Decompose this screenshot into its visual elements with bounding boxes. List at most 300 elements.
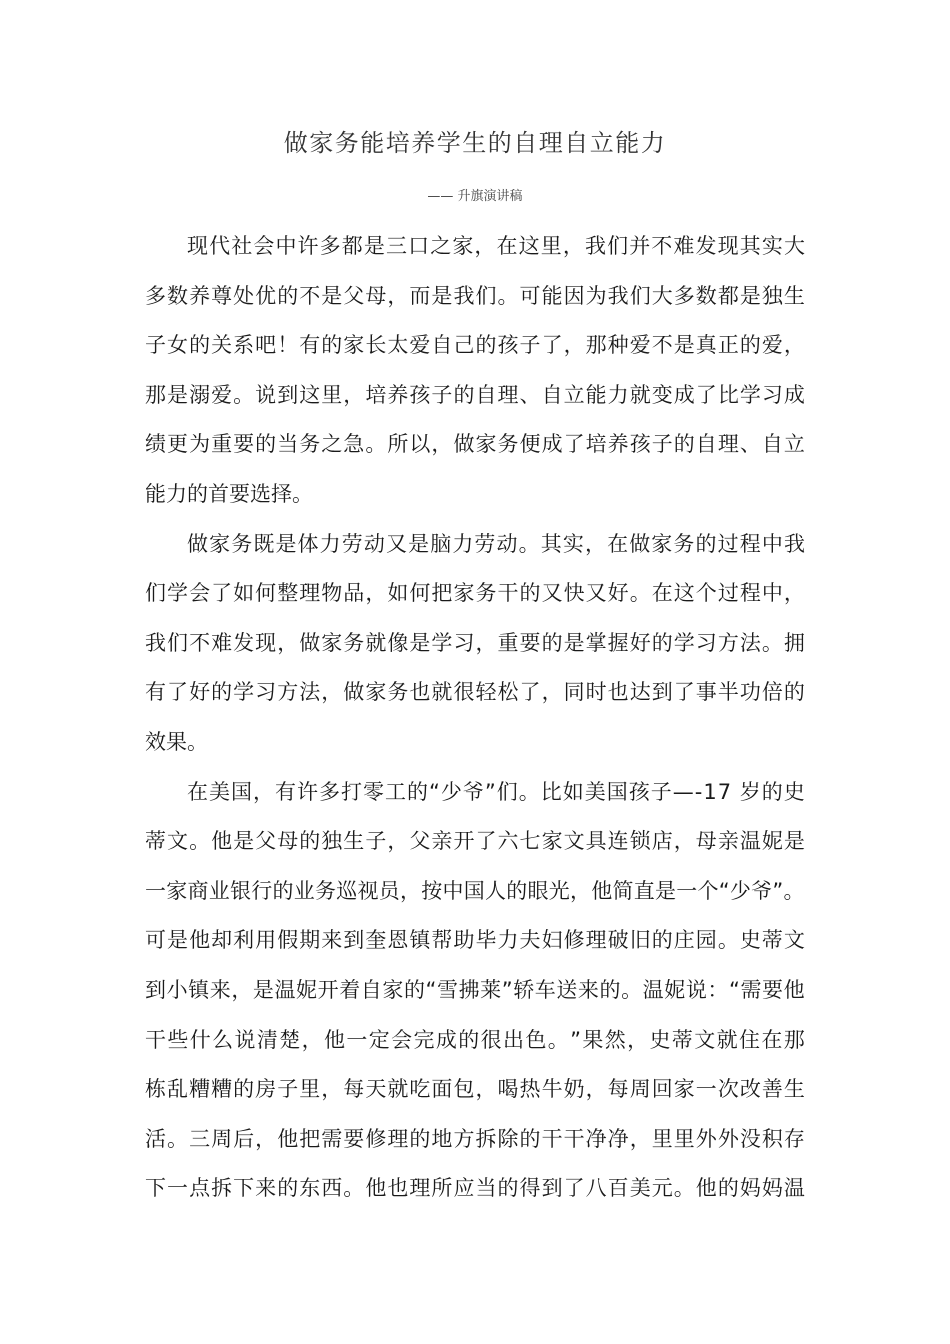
- body-glyph: 到: [541, 1176, 563, 1201]
- body-glyph: 着: [339, 977, 361, 1002]
- body-glyph: 文: [167, 829, 189, 854]
- body-glyph: 像: [387, 630, 409, 655]
- body-line: [145, 1115, 805, 1165]
- body-glyph: 们: [607, 234, 629, 258]
- body-glyph: 又: [585, 581, 607, 606]
- body-glyph: 亲: [717, 829, 739, 854]
- body-glyph: 拆: [475, 1126, 497, 1151]
- body-glyph: 是: [431, 283, 453, 308]
- body-glyph: 关: [211, 333, 233, 358]
- body-glyph: 们: [629, 283, 651, 308]
- body-glyph: 时: [585, 680, 607, 705]
- body-glyph: 百: [607, 1176, 629, 1201]
- body-glyph: 要: [343, 1126, 365, 1151]
- body-glyph: ，: [431, 432, 453, 457]
- body-glyph: ，: [474, 234, 496, 258]
- body-line: [145, 222, 805, 272]
- body-glyph: ”: [501, 977, 513, 1002]
- body-glyph: 拂: [458, 977, 480, 1002]
- body-glyph: 来: [209, 977, 231, 1002]
- body-glyph: 奎: [365, 928, 387, 953]
- body-glyph: 的: [299, 829, 321, 854]
- body-glyph: 轻: [475, 680, 497, 705]
- body-glyph: 的: [277, 283, 299, 308]
- body-glyph: 不: [651, 234, 673, 258]
- body-glyph: 种: [607, 333, 629, 358]
- body-glyph: 。: [761, 630, 783, 655]
- body-glyph: 。: [518, 531, 540, 556]
- body-glyph: 立: [783, 432, 805, 457]
- body-glyph: 很: [480, 1027, 502, 1052]
- body-line: [145, 420, 805, 470]
- body-glyph: 程: [739, 531, 761, 556]
- body-glyph: 的: [475, 333, 497, 358]
- body-glyph: 之: [430, 234, 452, 258]
- body-glyph: 系: [233, 333, 255, 358]
- body-glyph: 妇: [541, 928, 563, 953]
- body-glyph: 数: [695, 283, 717, 308]
- body-glyph: 务: [315, 878, 336, 903]
- body-glyph: 难: [211, 630, 233, 655]
- body-glyph: 家: [365, 680, 387, 705]
- body-glyph: 子: [431, 382, 453, 407]
- body-glyph: 妮: [296, 977, 318, 1002]
- body-glyph: 子: [145, 333, 166, 358]
- body-glyph: 也: [387, 1176, 409, 1201]
- body-glyph: 独: [321, 829, 343, 854]
- body-glyph: 乱: [167, 1077, 189, 1102]
- body-glyph: 存: [783, 1126, 805, 1151]
- body-glyph: 们: [496, 779, 518, 804]
- body-glyph: 在: [496, 234, 518, 258]
- body-glyph: 家: [475, 432, 497, 457]
- body-line: [145, 768, 805, 818]
- body-glyph: 每: [607, 1077, 629, 1102]
- body-glyph: 开: [453, 829, 475, 854]
- body-glyph: 利: [233, 928, 255, 953]
- body-glyph: 都: [717, 283, 739, 308]
- body-glyph: 握: [607, 630, 629, 655]
- body-glyph: 镇: [188, 977, 210, 1002]
- body-glyph: 是: [363, 234, 385, 258]
- body-glyph: 除: [497, 1126, 519, 1151]
- body-glyph: —: [672, 779, 694, 804]
- body-glyph: 母: [365, 283, 387, 308]
- body-glyph: 事: [695, 680, 717, 705]
- body-glyph: 了: [475, 829, 497, 854]
- body-glyph: 的: [519, 581, 541, 606]
- body-glyph: 说: [685, 977, 707, 1002]
- body-glyph: ，: [343, 382, 365, 407]
- body-glyph: “: [429, 779, 440, 804]
- body-glyph: ，: [562, 234, 584, 258]
- body-glyph: 多: [145, 283, 166, 308]
- body-glyph: 业: [293, 878, 315, 903]
- document-body: [145, 222, 805, 1214]
- body-glyph: 到: [145, 977, 166, 1002]
- body-glyph: 温: [274, 977, 296, 1002]
- body-line: [145, 1065, 805, 1115]
- body-glyph: 劳: [341, 531, 363, 556]
- body-glyph: 务: [299, 432, 321, 457]
- body-glyph: 父: [409, 829, 431, 854]
- body-glyph: 学: [233, 680, 255, 705]
- body-glyph: 务: [231, 531, 253, 556]
- body-glyph: “: [425, 977, 437, 1002]
- body-glyph: 成: [783, 382, 805, 407]
- body-glyph: 可: [519, 283, 541, 308]
- body-glyph: 子: [365, 829, 387, 854]
- body-glyph: 爱: [629, 333, 651, 358]
- body-glyph: 奶: [563, 1077, 585, 1102]
- body-glyph: 零: [363, 779, 384, 804]
- body-glyph: 里: [651, 1126, 673, 1151]
- body-glyph: 修: [365, 1126, 387, 1151]
- body-glyph: 重: [211, 432, 233, 457]
- body-glyph: 在: [607, 531, 629, 556]
- body-glyph: 溺: [189, 382, 211, 407]
- body-glyph: 家: [209, 531, 231, 556]
- body-glyph: 过: [717, 581, 739, 606]
- body-glyph: 既: [253, 531, 275, 556]
- body-glyph: 务: [673, 531, 695, 556]
- body-glyph: ，: [563, 333, 585, 358]
- body-glyph: 父: [343, 283, 365, 308]
- body-line: [145, 520, 805, 570]
- body-glyph: 连: [607, 829, 629, 854]
- body-glyph: 家: [343, 333, 365, 358]
- body-glyph: 便: [519, 432, 541, 457]
- body-glyph: ，: [475, 630, 497, 655]
- body-glyph: 业: [208, 878, 230, 903]
- body-glyph: 一: [346, 1027, 368, 1052]
- body-glyph: 的: [739, 333, 761, 358]
- body-glyph: 不: [651, 333, 673, 358]
- body-glyph: 光: [548, 878, 570, 903]
- body-glyph: 就: [431, 680, 453, 705]
- body-glyph: 母: [277, 829, 299, 854]
- body-glyph: -: [694, 779, 703, 804]
- body-glyph: 是: [655, 878, 676, 903]
- body-glyph: 吧: [255, 333, 277, 358]
- body-glyph: 何: [409, 581, 431, 606]
- body-glyph: 力: [607, 382, 629, 407]
- body-glyph: 达: [629, 680, 651, 705]
- body-glyph: 会: [253, 234, 275, 258]
- body-glyph: 在: [651, 581, 673, 606]
- body-glyph: 家: [452, 234, 474, 258]
- body-glyph: 太: [387, 333, 409, 358]
- body-glyph: ，: [387, 829, 409, 854]
- body-glyph: 国: [463, 878, 485, 903]
- body-glyph: 蒂: [145, 829, 166, 854]
- body-glyph: 个: [695, 581, 717, 606]
- body-glyph: 外: [695, 1126, 717, 1151]
- body-glyph: 比: [540, 779, 562, 804]
- body-glyph: 重: [497, 630, 519, 655]
- body-glyph: 七: [519, 829, 541, 854]
- body-glyph: 为: [189, 432, 211, 457]
- body-glyph: 做: [343, 680, 365, 705]
- body-glyph: 没: [739, 1126, 761, 1151]
- body-glyph: 到: [343, 928, 365, 953]
- body-glyph: 夫: [519, 928, 541, 953]
- body-glyph: 了: [519, 680, 541, 705]
- body-glyph: 所: [387, 432, 409, 457]
- body-glyph: 帮: [431, 928, 453, 953]
- body-glyph: 发: [233, 630, 255, 655]
- body-glyph: 成: [435, 1027, 457, 1052]
- body-glyph: 的: [761, 779, 783, 804]
- body-glyph: 所: [431, 1176, 453, 1201]
- body-glyph: 糟: [189, 1077, 211, 1102]
- body-glyph: 变: [651, 382, 673, 407]
- body-glyph: 子: [519, 333, 541, 358]
- body-glyph: 个: [697, 878, 719, 903]
- body-glyph: 家: [166, 878, 188, 903]
- body-glyph: 的: [506, 878, 528, 903]
- body-glyph: 的: [541, 630, 563, 655]
- body-glyph: 的: [233, 1077, 255, 1102]
- body-glyph: 果: [582, 1027, 604, 1052]
- body-glyph: 恩: [387, 928, 409, 953]
- body-glyph: 就: [716, 1027, 738, 1052]
- body-glyph: 独: [761, 283, 783, 308]
- body-glyph: 银: [230, 878, 251, 903]
- body-glyph: 送: [556, 977, 578, 1002]
- body-glyph: 清: [256, 1027, 278, 1052]
- body-glyph: 糟: [211, 1077, 233, 1102]
- body-glyph: 雪: [436, 977, 458, 1002]
- body-glyph: 尊: [211, 283, 233, 308]
- body-glyph: 。: [343, 1176, 365, 1201]
- body-glyph: 们: [475, 283, 497, 308]
- body-glyph: 国: [606, 779, 628, 804]
- body-glyph: 美: [209, 779, 230, 804]
- body-glyph: 家: [673, 1077, 695, 1102]
- body-glyph: ，: [783, 333, 805, 358]
- body-glyph: 是: [739, 283, 761, 308]
- body-glyph: 子: [651, 432, 673, 457]
- body-glyph: 回: [651, 1077, 673, 1102]
- body-glyph: 西: [321, 1176, 343, 1201]
- body-glyph: 实: [562, 531, 584, 556]
- body-glyph: 法: [299, 680, 321, 705]
- body-glyph: 力: [319, 531, 341, 556]
- body-glyph: 大: [651, 283, 673, 308]
- body-glyph: 是: [408, 531, 430, 556]
- body-glyph: 巡: [336, 878, 358, 903]
- body-glyph: 出: [503, 1027, 524, 1052]
- body-glyph: 以: [409, 432, 431, 457]
- body-glyph: 商: [187, 878, 209, 903]
- body-glyph: 的: [211, 680, 233, 705]
- body-glyph: 的: [403, 977, 425, 1002]
- body-glyph: 的: [458, 1027, 480, 1052]
- body-line: [145, 371, 805, 421]
- body-glyph: 包: [453, 1077, 475, 1102]
- body-glyph: 不: [189, 630, 211, 655]
- body-glyph: 成: [541, 432, 563, 457]
- body-glyph: 应: [453, 1176, 475, 1201]
- body-glyph: 母: [695, 829, 717, 854]
- body-glyph: 店: [651, 829, 673, 854]
- body-glyph: 中: [442, 878, 464, 903]
- body-glyph: 们: [167, 630, 189, 655]
- body-glyph: 我: [145, 630, 166, 655]
- body-glyph: 松: [497, 680, 519, 705]
- body-glyph: 孩: [497, 333, 519, 358]
- body-glyph: 。: [497, 283, 519, 308]
- body-line: [145, 966, 805, 1016]
- body-glyph: 庄: [673, 928, 695, 953]
- body-glyph: 处: [233, 283, 255, 308]
- body-glyph: 快: [563, 581, 585, 606]
- body-glyph: 破: [607, 928, 629, 953]
- body-glyph: 的: [189, 333, 211, 358]
- body-glyph: 方: [453, 1126, 475, 1151]
- body-glyph: 比: [717, 382, 739, 407]
- body-glyph: 拥: [783, 630, 805, 655]
- body-glyph: 住: [739, 1027, 761, 1052]
- body-glyph: 中: [761, 581, 783, 606]
- body-glyph: 学: [431, 630, 453, 655]
- body-glyph: 理: [387, 1126, 409, 1151]
- body-glyph: 史: [783, 779, 805, 804]
- body-glyph: 生: [783, 283, 805, 308]
- body-glyph: 蒂: [671, 1027, 693, 1052]
- body-glyph: 把: [431, 581, 453, 606]
- body-glyph: 人: [485, 878, 506, 903]
- body-glyph: 就: [365, 630, 387, 655]
- body-glyph: 理: [497, 382, 519, 407]
- body-glyph: “: [728, 977, 740, 1002]
- body-glyph: 三: [385, 234, 407, 258]
- body-glyph: 父: [255, 829, 277, 854]
- body-glyph: 期: [299, 928, 321, 953]
- body-glyph: 就: [629, 382, 651, 407]
- body-glyph: 在: [187, 779, 208, 804]
- body-glyph: 又: [541, 581, 563, 606]
- body-glyph: ，: [365, 581, 387, 606]
- body-glyph: 不: [299, 283, 321, 308]
- body-glyph: 助: [453, 928, 475, 953]
- body-glyph: 自: [695, 432, 717, 457]
- body-glyph: 把: [299, 1126, 321, 1151]
- body-glyph: 这: [299, 382, 321, 407]
- body-glyph: 很: [453, 680, 475, 705]
- body-glyph: 下: [145, 1176, 166, 1201]
- body-glyph: 的: [497, 1176, 519, 1201]
- body-glyph: 文: [563, 829, 585, 854]
- body-glyph: 理: [299, 581, 321, 606]
- body-glyph: 的: [651, 630, 673, 655]
- body-glyph: 自: [431, 333, 453, 358]
- body-glyph: 家: [382, 977, 404, 1002]
- body-glyph: 毕: [475, 928, 497, 953]
- body-glyph: 体: [297, 531, 319, 556]
- body-glyph: 热: [519, 1077, 541, 1102]
- body-glyph: 积: [761, 1126, 783, 1151]
- body-glyph: 了: [167, 680, 189, 705]
- body-glyph: 倍: [761, 680, 783, 705]
- body-glyph: 开: [317, 977, 339, 1002]
- body-glyph: 爷: [462, 779, 484, 804]
- body-glyph: 周: [211, 1126, 233, 1151]
- body-glyph: 是: [409, 630, 431, 655]
- body-glyph: 能: [541, 283, 563, 308]
- body-glyph: 学: [673, 630, 695, 655]
- body-glyph: 的: [783, 680, 805, 705]
- body-glyph: 史: [739, 928, 761, 953]
- body-glyph: 善: [761, 1077, 783, 1102]
- body-glyph: 孩: [628, 779, 650, 804]
- body-glyph: 园: [695, 928, 717, 953]
- body-glyph: 多: [319, 234, 341, 258]
- body-glyph: ：: [707, 977, 729, 1002]
- body-glyph: 地: [431, 1126, 453, 1151]
- body-glyph: 的: [695, 531, 717, 556]
- body-glyph: 干: [541, 1126, 563, 1151]
- body-glyph: 、: [739, 432, 761, 457]
- body-glyph: 绩: [145, 432, 166, 457]
- body-glyph: 周: [629, 1077, 651, 1102]
- body-glyph: 轿: [513, 977, 535, 1002]
- body-glyph: 养: [607, 432, 629, 457]
- body-glyph: 们: [145, 581, 166, 606]
- body-glyph: 房: [255, 1077, 277, 1102]
- body-glyph: ，: [541, 680, 563, 705]
- body-glyph: 也: [607, 680, 629, 705]
- body-glyph: 更: [167, 432, 189, 457]
- body-glyph: 蒂: [761, 928, 783, 953]
- body-glyph: 说: [255, 382, 277, 407]
- body-glyph: 是: [321, 283, 343, 308]
- body-glyph: 工: [385, 779, 406, 804]
- body-glyph: 务: [387, 680, 409, 705]
- body-glyph: 员: [378, 878, 400, 903]
- body-glyph: 。: [167, 1126, 189, 1151]
- body-glyph: 如: [233, 581, 255, 606]
- body-glyph: 爱: [761, 333, 783, 358]
- body-glyph: ”: [570, 1027, 582, 1052]
- body-glyph: 口: [408, 234, 430, 258]
- body-glyph: 了: [695, 382, 717, 407]
- body-glyph: 难: [673, 234, 695, 258]
- body-glyph: 眼: [527, 878, 549, 903]
- body-glyph: 自: [761, 432, 783, 457]
- body-glyph: 一: [167, 1176, 189, 1201]
- body-glyph: 现: [717, 234, 739, 258]
- body-glyph: 爱: [409, 333, 431, 358]
- body-glyph: 天: [365, 1077, 387, 1102]
- body-line: [145, 817, 805, 867]
- body-glyph: 会: [391, 1027, 413, 1052]
- body-glyph: 的: [407, 779, 428, 804]
- body-glyph: 六: [497, 829, 519, 854]
- body-line: [145, 867, 805, 917]
- body-glyph: 文: [783, 928, 805, 953]
- body-glyph: 锁: [629, 829, 651, 854]
- body-glyph: 的: [409, 1126, 431, 1151]
- body-glyph: 做: [453, 432, 475, 457]
- body-glyph: 立: [563, 382, 585, 407]
- body-glyph: 了: [541, 333, 563, 358]
- body-glyph: 的: [321, 333, 343, 358]
- body-glyph: 岁: [739, 779, 761, 804]
- body-glyph: 他: [591, 878, 613, 903]
- body-glyph: ，: [277, 630, 299, 655]
